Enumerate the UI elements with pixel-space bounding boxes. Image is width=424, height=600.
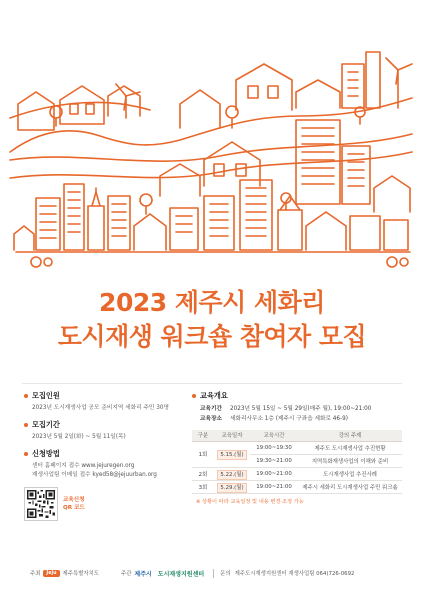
overview-place-key: 교육장소 [200, 416, 222, 422]
recruit-period-heading: 모집기간 [32, 420, 60, 429]
bullet-icon [192, 394, 196, 398]
schedule-table [192, 430, 402, 494]
apply-method-heading: 신청방법 [32, 449, 60, 458]
bullet-icon [24, 423, 28, 427]
schedule-topic: 지역특화재생사업의 이해와 준비 [298, 454, 402, 467]
footer-host-name: 제주특별자치도 [62, 571, 99, 577]
schedule-time: 19:00~21:00 [250, 467, 298, 480]
qr-label-line2: QR 코드 [63, 505, 85, 511]
cityscape-illustration [0, 0, 424, 282]
table-row [192, 441, 402, 454]
schedule-topic: 도시재생사업 추진사례 [298, 467, 402, 480]
schedule-header-time: 교육시간 [250, 430, 298, 441]
bullet-icon [24, 452, 28, 456]
recruit-period-text: 2023년 5월 2일(화) ~ 5월 11일(목) [32, 434, 126, 440]
schedule-time: 19:00~19:30 [250, 441, 298, 454]
overview-period-row [192, 404, 402, 414]
qr-label-line1: 교육신청 [63, 497, 85, 503]
schedule-no: 3회 [192, 480, 214, 493]
overview-place-row [192, 414, 402, 424]
schedule-time: 19:30~21:00 [250, 454, 298, 467]
recruit-target-section [24, 391, 186, 413]
footer-divider [213, 569, 214, 578]
table-row [192, 480, 402, 493]
recruitment-info [24, 391, 186, 521]
schedule-header-date: 교육일자 [214, 430, 250, 441]
schedule-no: 1회 [192, 441, 214, 467]
footer-organizer-label: 주관 [120, 571, 132, 577]
title-line-2: 도시재생 워크숍 참여자 모집 [57, 322, 367, 351]
poster-title [0, 286, 424, 354]
schedule-date: 5.15.(월) [214, 441, 250, 467]
footer-host-label: 주최 [30, 571, 41, 577]
schedule-header-row [192, 430, 402, 441]
schedule-time: 19:00~21:00 [250, 480, 298, 493]
education-overview [192, 391, 402, 505]
schedule-date: 5.29.(월) [214, 480, 250, 493]
table-row [192, 467, 402, 480]
recruit-target-heading: 모집인원 [32, 391, 60, 400]
footer [0, 564, 424, 582]
urban-regeneration-center-logo-icon: 도시재생지원센터 [157, 570, 205, 578]
jeju-logo-icon: Jeju [43, 570, 59, 577]
recruit-period-section [24, 420, 186, 442]
schedule-topic: 제주시 세화리 도시재생사업 주민 워크숍 [298, 480, 402, 493]
footer-host [30, 569, 99, 577]
schedule-header-no: 구분 [192, 430, 214, 441]
overview-place-value: 세화리사무소 1층 (제주시 구좌읍 세화로 46-9) [230, 416, 348, 422]
schedule-note: ※ 상황이 따라 교육일정 및 내용 변경·조정 가능 [196, 498, 304, 505]
overview-period-value: 2023년 5월 15일 ~ 5월 29일(매주 월), 19:00~21:00 [230, 406, 372, 412]
schedule-topic: 제주도 도시재생사업 추진현황 [298, 441, 402, 454]
schedule-no: 2회 [192, 467, 214, 480]
divider [22, 383, 402, 384]
schedule-date: 5.22.(월) [214, 467, 250, 480]
overview-period-key: 교육기간 [200, 406, 222, 412]
footer-organizer [121, 569, 207, 578]
footer-contact-label: 문의 [220, 571, 231, 577]
qr-row [24, 487, 186, 521]
jeju-city-logo-icon: 제주시 [134, 570, 152, 578]
footer-contact-text: 제주도시재생지원센터 재생사업팀 064)726-0692 [234, 571, 355, 577]
footer-contact [220, 569, 354, 577]
bullet-icon [24, 394, 28, 398]
apply-method-web: 센터 홈페이지 접수 www.jejuregen.org [32, 463, 135, 469]
overview-heading: 교육개요 [200, 391, 228, 400]
recruit-target-text: 2023년 도시재생사업 공모 준비지역 세화리 주민 30명 [32, 405, 169, 411]
schedule-header-topic: 강의 주제 [298, 430, 402, 441]
qr-code-icon[interactable] [24, 487, 58, 521]
apply-method-email: 재생사업팀 이메일 접수 kyed58@jejuurban.org [32, 472, 157, 478]
apply-method-section [24, 449, 186, 480]
title-line-1: 2023 제주시 세화리 [99, 288, 325, 317]
